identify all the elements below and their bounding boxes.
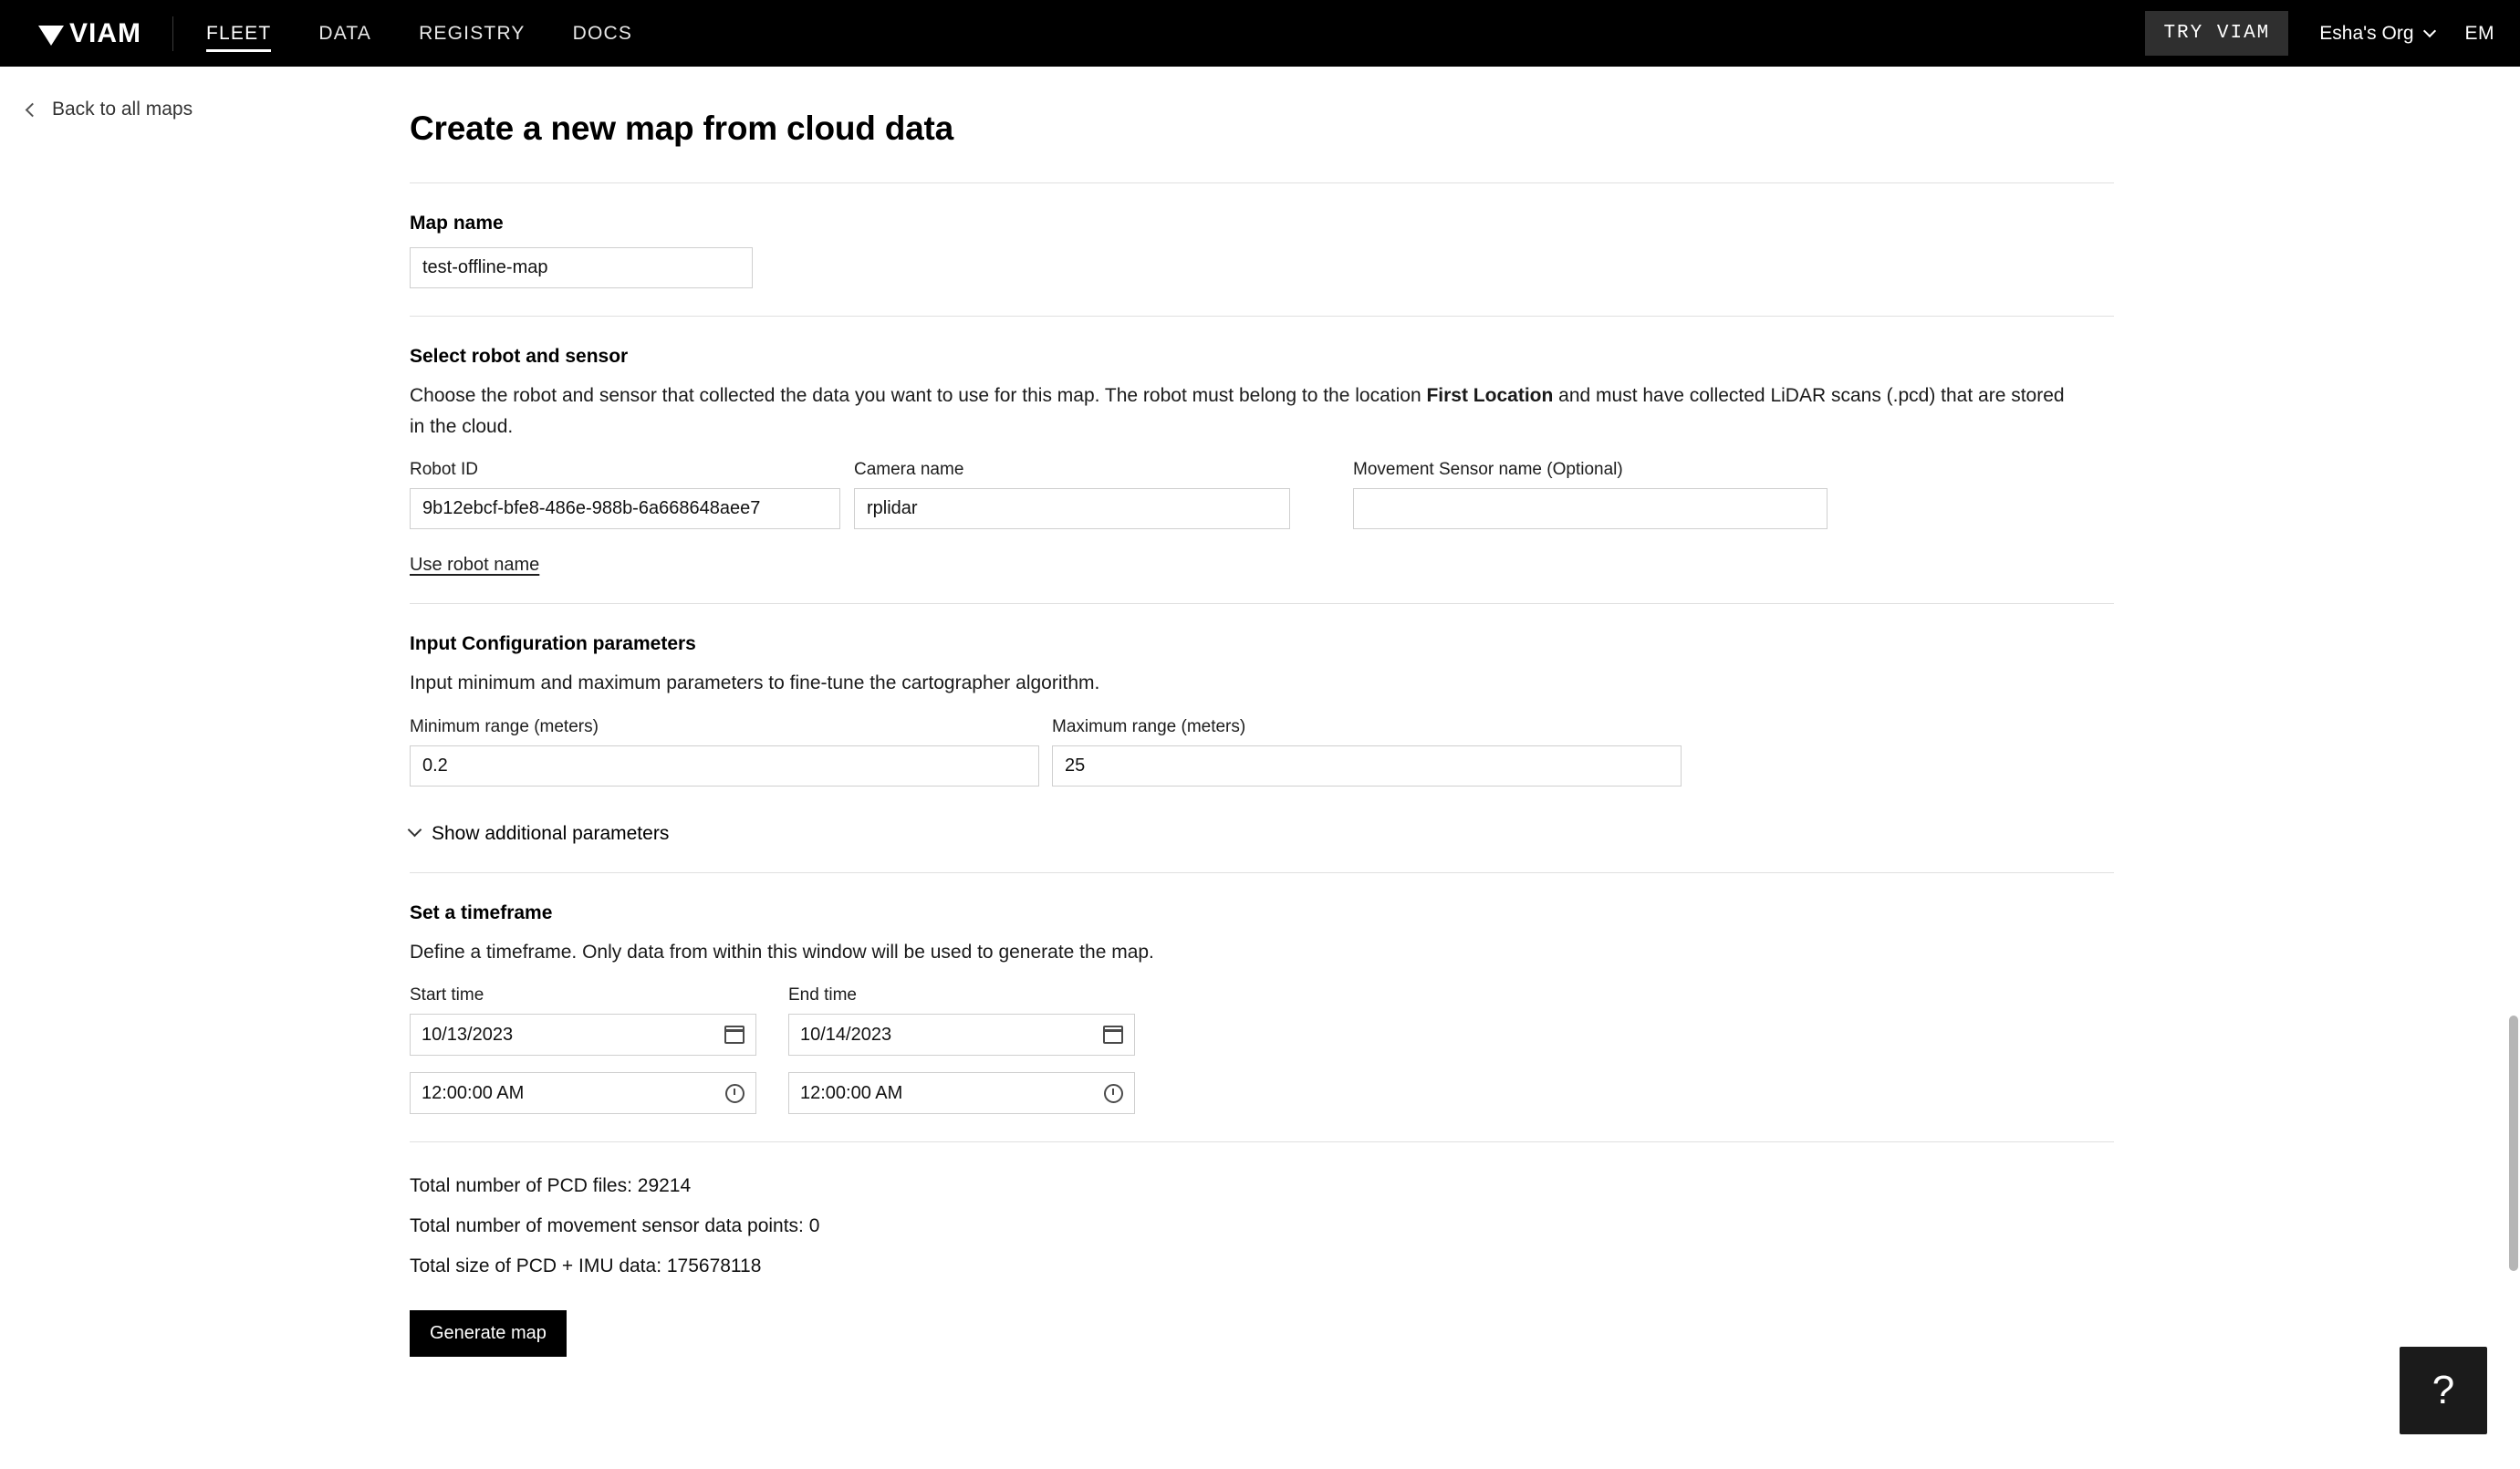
nav-links: [206, 0, 632, 67]
start-time-input[interactable]: [410, 1072, 756, 1114]
timeframe-fields: [410, 985, 2114, 1114]
end-time-group: [788, 985, 1135, 1114]
robot-sensor-heading: Select robot and sensor: [410, 346, 629, 367]
map-name-input[interactable]: [410, 247, 753, 288]
end-time-value: 12:00:00 AM: [800, 1082, 903, 1103]
start-time-group: [410, 985, 756, 1114]
min-range-field-group: [410, 717, 1039, 787]
robot-sensor-description: [410, 380, 2079, 442]
nav-link-fleet[interactable]: FLEET: [206, 0, 271, 67]
nav-right-group: [2145, 11, 2494, 56]
generate-map-button[interactable]: Generate map: [410, 1310, 567, 1357]
start-time-value: 12:00:00 AM: [422, 1082, 525, 1103]
section-timeframe: [410, 873, 2114, 1142]
page-title: Create a new map from cloud data: [410, 109, 954, 147]
camera-name-label: Camera name: [854, 460, 964, 480]
max-range-input[interactable]: [1052, 745, 1682, 787]
stat-movement-points: Total number of movement sensor data points: 0: [410, 1215, 820, 1237]
calendar-icon[interactable]: [1103, 1026, 1123, 1044]
back-to-all-maps-link[interactable]: [27, 99, 193, 120]
end-date-input[interactable]: [788, 1014, 1135, 1056]
nav-divider: [172, 16, 173, 51]
robot-id-field-group: [410, 460, 840, 529]
user-avatar-initials[interactable]: EM: [2464, 22, 2494, 44]
top-navigation-bar: [0, 0, 2520, 67]
viam-logo-icon: [38, 26, 64, 46]
help-button[interactable]: ?: [2400, 1347, 2487, 1434]
main-content: [410, 109, 2114, 1357]
chevron-down-icon: [2422, 24, 2435, 36]
movement-sensor-field-group: [1353, 460, 1828, 529]
section-map-name: [410, 183, 2114, 316]
calendar-icon[interactable]: [724, 1026, 745, 1044]
chevron-down-icon: [408, 823, 422, 838]
camera-name-field-group: [854, 460, 1290, 529]
section-input-config: [410, 604, 2114, 872]
input-config-description: Input minimum and maximum parameters to fine-tune the cartographer algorithm.: [410, 672, 1100, 694]
timeframe-heading: Set a timeframe: [410, 901, 553, 923]
min-range-input[interactable]: [410, 745, 1039, 787]
try-viam-button[interactable]: TRY VIAM: [2145, 11, 2288, 56]
input-config-heading: Input Configuration parameters: [410, 633, 696, 655]
nav-link-registry[interactable]: REGISTRY: [419, 22, 526, 44]
show-additional-parameters-toggle[interactable]: [410, 823, 2114, 845]
stat-total-size: Total size of PCD + IMU data: 175678118: [410, 1255, 762, 1277]
nav-link-docs[interactable]: DOCS: [572, 22, 633, 44]
max-range-field-group: [1052, 717, 1682, 787]
end-time-input[interactable]: [788, 1072, 1135, 1114]
timeframe-description: Define a timeframe. Only data from within this window will be used to generate the map.: [410, 941, 1154, 963]
map-name-heading: Map name: [410, 213, 504, 234]
org-selector-label: Esha's Org: [2319, 22, 2414, 44]
viam-logo-text: VIAM: [69, 17, 141, 48]
section-robot-sensor: [410, 317, 2114, 603]
viam-logo[interactable]: [38, 18, 141, 49]
robot-sensor-description-part2: and must have collected LiDAR scans (.pcd) that are stored in the cloud.: [410, 385, 2065, 437]
robot-sensor-fields: [410, 460, 2114, 529]
org-selector[interactable]: [2319, 23, 2433, 45]
start-date-input[interactable]: [410, 1014, 756, 1056]
use-robot-name-link[interactable]: Use robot name: [410, 555, 540, 576]
section-summary: [410, 1142, 2114, 1357]
robot-sensor-description-part1: Choose the robot and sensor that collected the data you want to use for this map. The robot must belong to the location: [410, 385, 1427, 406]
robot-id-input[interactable]: [410, 488, 840, 529]
stat-pcd-files: Total number of PCD files: 29214: [410, 1175, 692, 1197]
end-time-label: End time: [788, 985, 857, 1005]
back-link-label: Back to all maps: [52, 99, 193, 120]
clock-icon[interactable]: [1104, 1084, 1123, 1103]
nav-link-data[interactable]: DATA: [318, 22, 372, 44]
robot-id-label: Robot ID: [410, 460, 478, 480]
page-scrollbar-track[interactable]: [2507, 67, 2520, 1469]
chevron-left-icon: [26, 102, 40, 117]
start-date-value: 10/13/2023: [422, 1024, 514, 1045]
show-additional-parameters-label: Show additional parameters: [432, 822, 670, 844]
page-scrollbar-thumb[interactable]: [2509, 1016, 2518, 1271]
movement-sensor-input[interactable]: [1353, 488, 1828, 529]
end-date-value: 10/14/2023: [800, 1024, 892, 1045]
start-time-label: Start time: [410, 985, 484, 1005]
camera-name-input[interactable]: [854, 488, 1290, 529]
movement-sensor-label: Movement Sensor name (Optional): [1353, 460, 1623, 480]
location-name: First Location: [1426, 385, 1554, 406]
range-fields: [410, 717, 2114, 787]
max-range-label: Maximum range (meters): [1052, 716, 1246, 736]
min-range-label: Minimum range (meters): [410, 716, 599, 736]
clock-icon[interactable]: [725, 1084, 745, 1103]
